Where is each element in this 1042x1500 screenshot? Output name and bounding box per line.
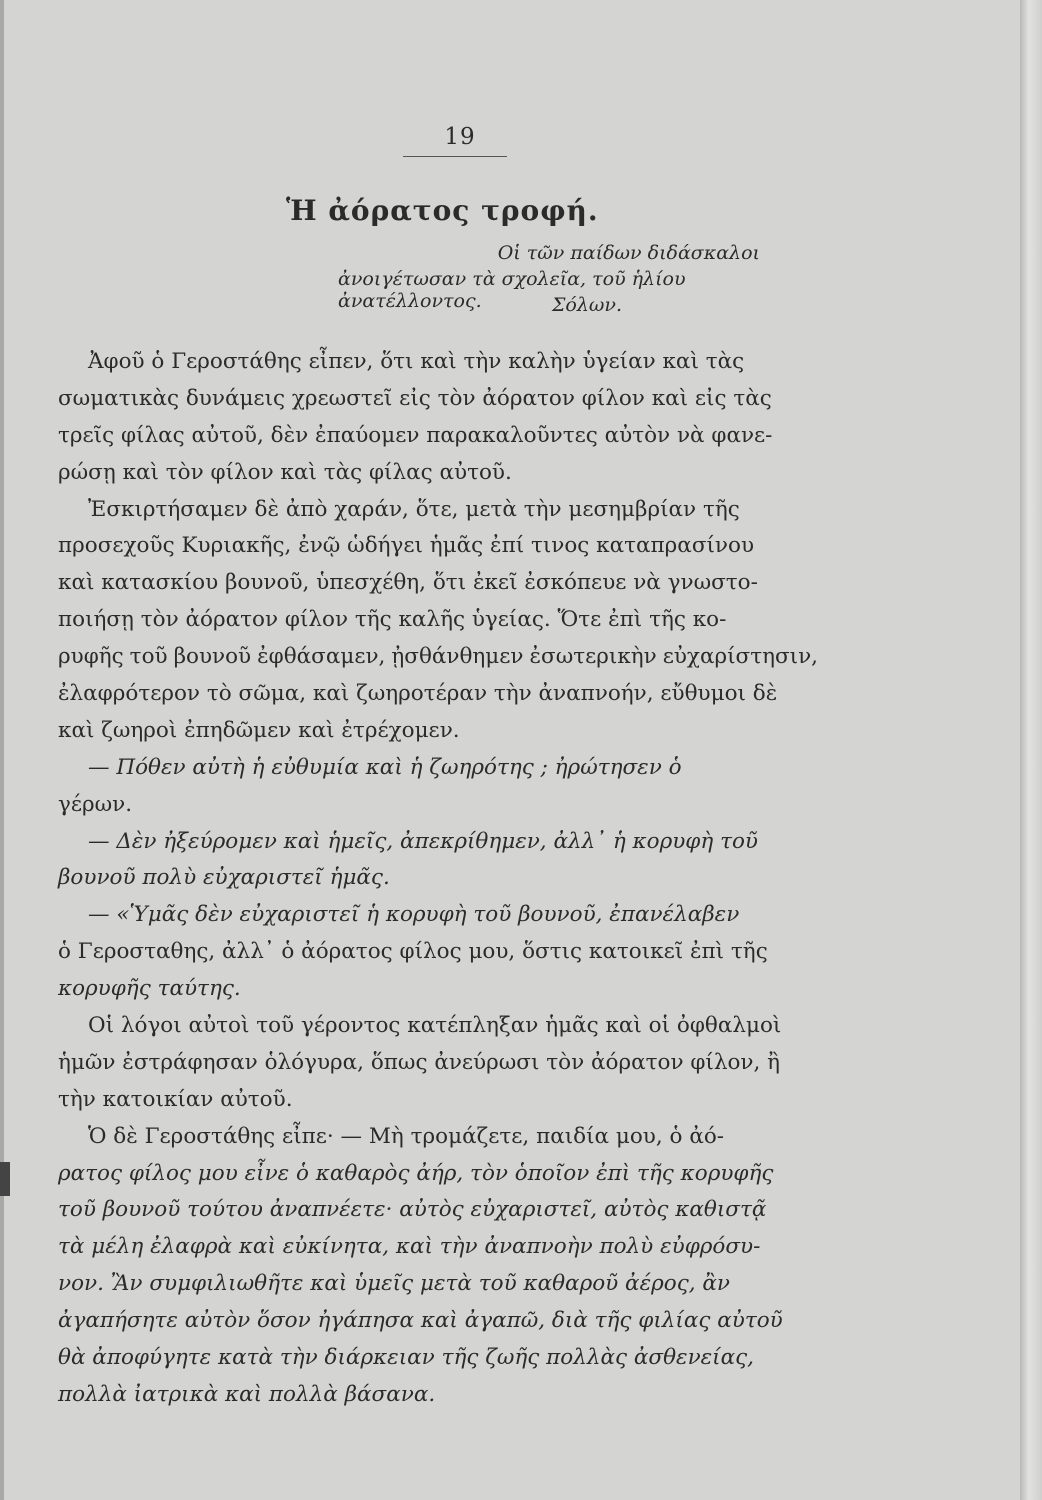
edge-mark: [0, 1162, 10, 1196]
epigraph-line-2: ἀνοιγέτωσαν τὰ σχολεῖα, τοῦ ἡλίου ἀνατέλλοντος.: [338, 268, 686, 312]
text-line: ποιήσῃ τὸν ἀόρατον φίλον τῆς καλῆς ὑγείας. Ὅτε ἐπὶ τῆς κο-: [58, 607, 727, 633]
text-line: τὰ μέλη ἐλαφρὰ καὶ εὐκίνητα, καὶ τὴν ἀναπνοὴν πολὺ εὐφρόσυ-: [58, 1234, 761, 1260]
text-line: — Πόθεν αὐτὴ ἡ εὐθυμία καὶ ἡ ζωηρότης ; ἠρώτησεν ὁ: [88, 754, 682, 780]
text-line: θὰ ἀποφύγητε κατὰ τὴν διάρκειαν τῆς ζωῆς πολλὰς ἀσθενείας,: [58, 1345, 754, 1371]
text-line: Ὁ δὲ Γεροστάθης εἶπε· — Μὴ τρομάζετε, παιδία μου, ὁ ἀό-: [88, 1123, 725, 1149]
text-line: καὶ κατασκίου βουνοῦ, ὑπεσχέθη, ὅτι ἐκεῖ ἐσκόπευε νὰ γνωστο-: [58, 570, 758, 596]
text-line: Ἐσκιρτήσαμεν δὲ ἀπὸ χαράν, ὅτε, μετὰ τὴν μεσημβρίαν τῆς: [88, 496, 740, 522]
text-line: βουνοῦ πολὺ εὐχαριστεῖ ἡμᾶς.: [58, 865, 390, 891]
text-line: καὶ ζωηροὶ ἐπηδῶμεν καὶ ἐτρέχομεν.: [58, 717, 460, 743]
page-number: 19: [444, 124, 476, 150]
text-line: τρεῖς φίλας αὐτοῦ, δὲν ἐπαύομεν παρακαλοῦντες αὐτὸν νὰ φανε-: [58, 422, 773, 448]
body-text: [58, 344, 818, 1414]
epigraph: [330, 242, 830, 320]
text-line: ἀγαπήσητε αὐτὸν ὅσον ἠγάπησα καὶ ἀγαπῶ, διὰ τῆς φιλίας αὐτοῦ: [58, 1308, 783, 1334]
text-line: κορυφῆς ταύτης.: [58, 976, 241, 1002]
text-line: ρατος φίλος μου εἶνε ὁ καθαρὸς ἀήρ, τὸν ὁποῖον ἐπὶ τῆς κορυφῆς: [58, 1160, 774, 1186]
epigraph-attribution: Σόλων.: [552, 294, 622, 316]
text-line: τὴν κατοικίαν αὐτοῦ.: [58, 1086, 293, 1112]
page-edge-shadow: [1020, 0, 1042, 1500]
epigraph-line-1: Οἱ τῶν παίδων διδάσκαλοι: [497, 242, 760, 264]
text-line: σωματικὰς δυνάμεις χρεωστεῖ εἰς τὸν ἀόρατον φίλον καὶ εἰς τὰς: [58, 385, 772, 411]
text-line: ὁ Γεροσταθης, ἀλλ᾽ ὁ ἀόρατος φίλος μου, ὅστις κατοικεῖ ἐπὶ τῆς: [58, 939, 768, 965]
text-line: ἡμῶν ἐστράφησαν ὁλόγυρα, ὅπως ἀνεύρωσι τὸν ἀόρατον φίλον, ἢ: [58, 1049, 781, 1075]
text-line: προσεχοῦς Κυριακῆς, ἐνῷ ὡδήγει ἡμᾶς ἐπί τινος καταπρασίνου: [58, 533, 755, 559]
text-line: ρυφῆς τοῦ βουνοῦ ἐφθάσαμεν, ᾐσθάνθημεν ἐσωτερικὴν εὐχαρίστησιν,: [58, 644, 819, 670]
text-line: τοῦ βουνοῦ τούτου ἀναπνέετε· αὐτὸς εὐχαριστεῖ, αὐτὸς καθιστᾷ: [58, 1197, 767, 1223]
text-line: ρώσῃ καὶ τὸν φίλον καὶ τὰς φίλας αὐτοῦ.: [58, 459, 512, 485]
text-line: Ἀφοῦ ὁ Γεροστάθης εἶπεν, ὅτι καὶ τὴν καλὴν ὑγείαν καὶ τὰς: [88, 349, 745, 374]
text-line: νον. Ἂν συμφιλιωθῆτε καὶ ὑμεῖς μετὰ τοῦ καθαροῦ ἀέρος, ἂν: [58, 1271, 730, 1297]
chapter-title: Ἡ ἀόρατος τροφή.: [286, 194, 599, 227]
text-line: ἐλαφρότερον τὸ σῶμα, καὶ ζωηροτέραν τὴν ἀναπνοήν, εὔθυμοι δὲ: [58, 681, 778, 707]
page-number-rule: [403, 156, 507, 157]
text-line: — Δὲν ἠξεύρομεν καὶ ἡμεῖς, ἀπεκρίθημεν, ἀλλ᾽ ἡ κορυφὴ τοῦ: [88, 828, 758, 854]
text-line: Οἱ λόγοι αὐτοὶ τοῦ γέροντος κατέπληξαν ἡμᾶς καὶ οἱ ὀφθαλμοὶ: [88, 1013, 782, 1039]
text-line: πολλὰ ἰατρικὰ καὶ πολλὰ βάσανα.: [58, 1381, 436, 1407]
text-line: — «Ὑμᾶς δὲν εὐχαριστεῖ ἡ κορυφὴ τοῦ βουνοῦ, ἐπανέλαβεν: [88, 902, 740, 928]
text-line: γέρων.: [58, 791, 133, 817]
binding-edge: [0, 0, 4, 1500]
